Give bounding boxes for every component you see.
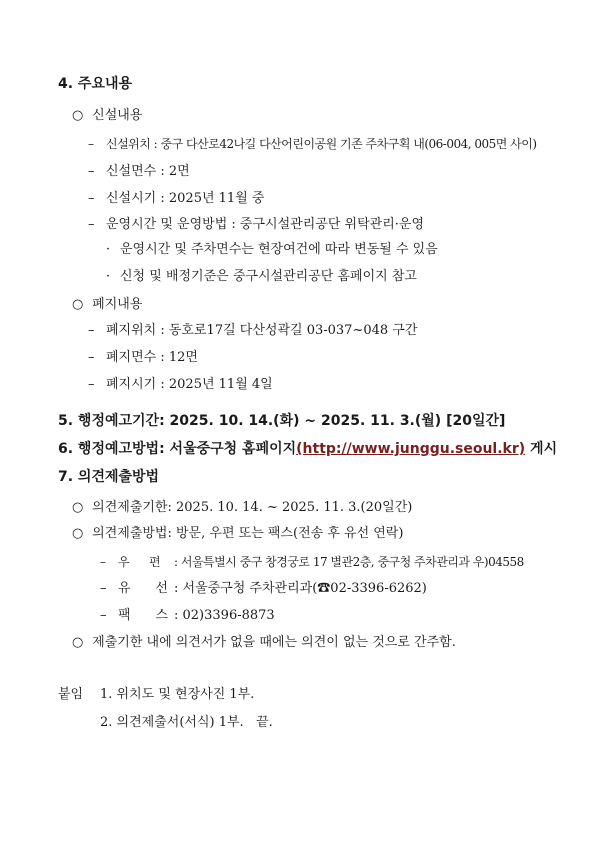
homepage-link[interactable]: (http://www.junggu.seoul.kr) <box>296 441 526 457</box>
circle-bullet-icon: ○ <box>72 500 84 515</box>
new-sub-item: · 신청 및 배정기준은 중구시설관리공단 홈페이지 참고 <box>106 269 417 284</box>
dash-bullet-icon: – <box>100 608 107 623</box>
contact-mail: – 우 편 : 서울특별시 중구 창경궁로 17 별관2층, 중구청 주차관리과 우)04558 <box>100 555 524 569</box>
dash-bullet-icon: – <box>88 217 95 232</box>
dash-bullet-icon: – <box>88 164 95 179</box>
abolish-item: – 폐지시기 : 2025년 11월 4일 <box>88 377 273 392</box>
dash-bullet-icon: – <box>100 581 107 596</box>
new-item: – 운영시간 및 운영방법 : 중구시설관리공단 위탁관리·운영 <box>88 217 425 232</box>
abolish-section-title: ○ 폐지내용 <box>72 297 143 312</box>
dash-bullet-icon: – <box>88 377 95 392</box>
dash-bullet-icon: – <box>88 323 95 338</box>
new-section-title: ○ 신설내용 <box>72 108 143 123</box>
dash-bullet-icon: – <box>88 191 95 206</box>
section-5-heading: 5. 행정예고기간: 2025. 10. 14.(화) ~ 2025. 11. 3.(월) [20일간] <box>58 413 506 429</box>
contact-fax: – 팩 스 : 02)3396-8873 <box>100 608 275 623</box>
dash-bullet-icon: – <box>88 350 95 365</box>
middle-dot-icon: · <box>106 242 111 257</box>
attachment-2: 2. 의견제출서(서식) 1부. 끝. <box>100 715 273 730</box>
new-item: – 신설시기 : 2025년 11월 중 <box>88 191 265 206</box>
dash-bullet-icon: – <box>88 137 94 151</box>
dash-bullet-icon: – <box>100 555 106 569</box>
circle-bullet-icon: ○ <box>72 635 84 650</box>
circle-bullet-icon: ○ <box>72 297 84 312</box>
abolish-item: – 폐지위치 : 동호로17길 다산성곽길 03-037~048 구간 <box>88 323 418 338</box>
new-item: – 신설위치 : 중구 다산로42나길 다산어린이공원 기존 주차구획 내(06-004, 005면 사이) <box>88 137 537 151</box>
opinion-period: ○ 의견제출기한: 2025. 10. 14. ~ 2025. 11. 3.(20일간) <box>72 500 413 515</box>
section-7-heading: 7. 의견제출방법 <box>58 469 160 485</box>
opinion-method: ○ 의견제출방법: 방문, 우편 또는 팩스(전송 후 유선 연락) <box>72 526 404 541</box>
opinion-note: ○ 제출기한 내에 의견서가 없을 때에는 의견이 없는 것으로 간주함. <box>72 635 456 650</box>
section-6-heading: 6. 행정예고방법: 서울중구청 홈페이지(http://www.junggu.seoul.kr) 게시 <box>58 441 558 457</box>
new-item: – 신설면수 : 2면 <box>88 164 190 179</box>
circle-bullet-icon: ○ <box>72 108 84 123</box>
circle-bullet-icon: ○ <box>72 526 84 541</box>
attachment-1: 붙임 1. 위치도 및 현장사진 1부. <box>58 687 255 702</box>
new-sub-item: · 운영시간 및 주차면수는 현장여건에 따라 변동될 수 있음 <box>106 242 438 257</box>
contact-phone: – 유 선 : 서울중구청 주차관리과(☎02-3396-6262) <box>100 581 427 596</box>
section-4-heading: 4. 주요내용 <box>58 76 133 92</box>
abolish-item: – 폐지면수 : 12면 <box>88 350 198 365</box>
middle-dot-icon: · <box>106 269 111 284</box>
